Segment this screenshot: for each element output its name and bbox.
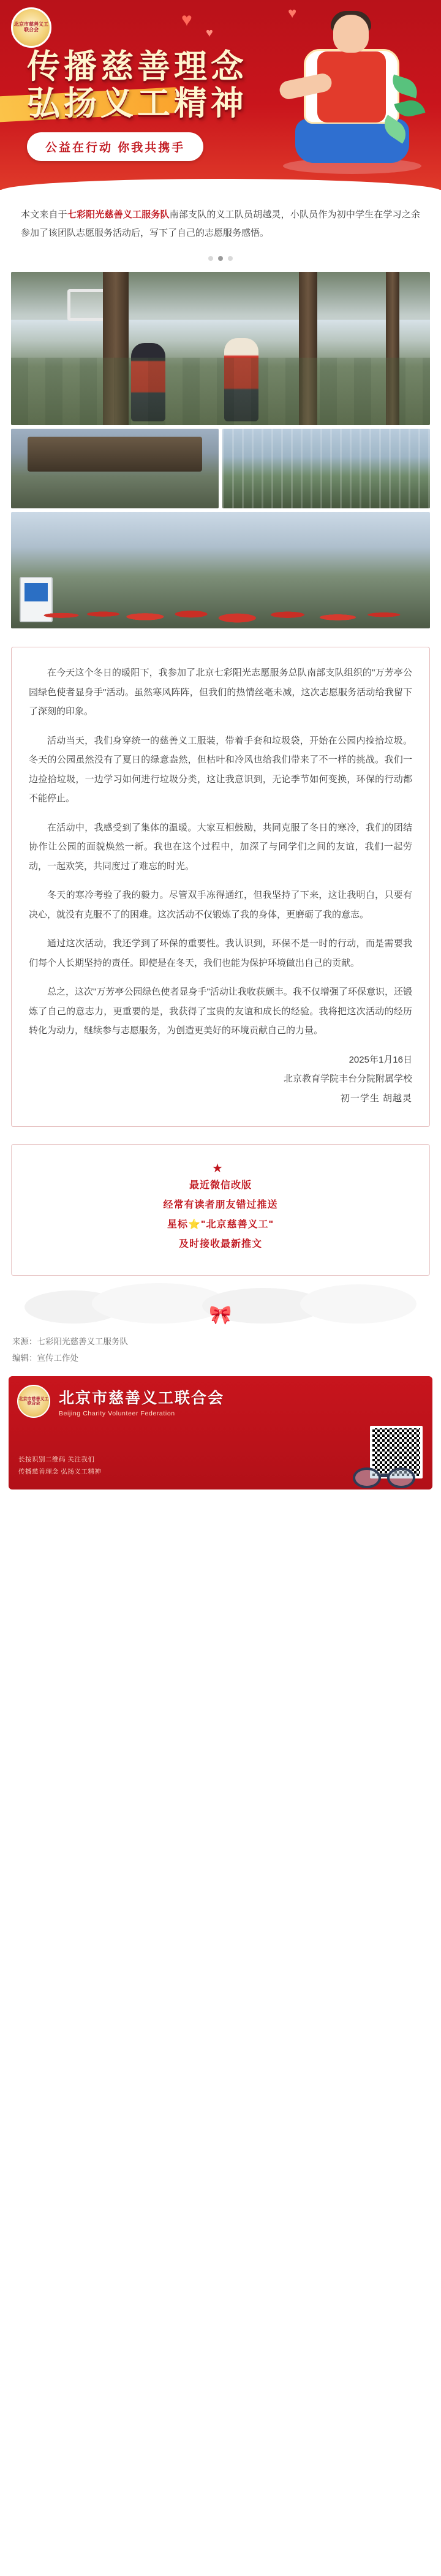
- promo-line: 及时接收最新推文: [178, 1239, 262, 1249]
- letter-school: 北京教育学院丰台分院附属学校: [283, 1074, 412, 1084]
- letter-paragraph: 活动当天，我们身穿统一的慈善义工服装，带着手套和垃圾袋，开始在公园内捡拾垃圾。冬天的公园虽然没有了夏日的绿意盎然，但枯叶和冷风也给我们带来了不一样的挑战。我们一边捡拾垃圾，一边学习如何进行垃圾分类，这让我意识到，无论季节如何变换，环保的行动都不能停止。: [29, 735, 412, 804]
- banner-wave-divider: [0, 179, 441, 190]
- intro-suffix: 南部支队的义工队员胡越灵，小队员作为初中学生在学习之余参加了该团队志愿服务活动后，写下了自己的志愿服务感悟。: [21, 209, 420, 238]
- letter-author: 初一学生 胡越灵: [340, 1093, 412, 1104]
- letter-paragraph: 在今天这个冬日的暖阳下，我参加了北京七彩阳光志愿服务总队南部支队组织的"万芳亭公园绿色使者显身手"活动。虽然寒风阵阵，但我们的热情丝毫未减，这次志愿服务活动给我留下了深刻的印象。: [29, 668, 412, 717]
- promo-line: 经常有读者朋友错过推送: [163, 1200, 278, 1210]
- banner-title-line1: 传播慈善理念: [27, 47, 247, 86]
- letter-paragraph: 冬天的寒冷考验了我的毅力。尽管双手冻得通红，但我坚持了下来，这让我明白，只要有决心，就没有克服不了的困难。这次活动不仅锻炼了我的身体，更磨砺了我的意志。: [29, 890, 412, 920]
- footer-line: 长按识别二维码 关注我们: [18, 1456, 95, 1464]
- source-info: [0, 1327, 441, 1376]
- banner-title-line2: 弘扬义工精神: [27, 83, 247, 123]
- photo-row: [11, 429, 430, 508]
- source-line: 来源：七彩阳光慈善义工服务队: [12, 1337, 128, 1346]
- photo-group-red-vests: [11, 512, 430, 628]
- park-sign: [20, 577, 53, 622]
- bow-icon: 🎀: [209, 1305, 232, 1325]
- letter-paragraph: 在活动中，我感受到了集体的温暖。大家互相鼓励，共同克服了冬日的寒冷，我们的团结协作让公园的面貌焕然一新。我也在这个过程中，加深了与同学们之间的友谊，我们一起劳动，一起欢笑，共同度过了难忘的时光。: [29, 822, 412, 872]
- organization-logo: 北京市慈善义工联合会: [11, 7, 51, 48]
- letter-paragraph: 总之，这次"万芳亭公园绿色使者显身手"活动让我收获颇丰。我不仅增强了环保意识，还锻炼了自己的意志力，更重要的是，我获得了宝贵的友谊和成长的经验。我将把这次活动的经历转化为动力，继续参与志愿服务，为创造更美好的环境贡献自己的力量。: [29, 987, 412, 1036]
- carousel-dot-active[interactable]: [218, 256, 223, 261]
- carousel-dot[interactable]: [208, 256, 213, 261]
- photo-pavilion-group: [11, 429, 219, 508]
- article-banner: [0, 0, 441, 190]
- footer-title: 北京市慈善义工联合会: [59, 1390, 225, 1407]
- photo-hero-park-volunteers: [11, 272, 430, 425]
- promo-line: 最近微信改版: [189, 1180, 252, 1191]
- heart-icon: ♥: [206, 26, 213, 40]
- carousel-dot[interactable]: [228, 256, 233, 261]
- glasses-icon: [353, 1464, 426, 1492]
- intro-prefix: 本文来自于: [21, 209, 67, 220]
- letter-date: 2025年1月16日: [349, 1054, 412, 1065]
- photo-gallery: [0, 272, 441, 628]
- carousel-dots[interactable]: [0, 246, 441, 272]
- star-icon: ★: [212, 1162, 229, 1175]
- letter-signature: [29, 1050, 412, 1109]
- letter-section: [0, 632, 441, 1133]
- cloud-divider: [0, 1278, 441, 1327]
- heart-icon: ♥: [181, 10, 192, 30]
- footer-line: 传播慈善理念 弘扬义工精神: [18, 1468, 102, 1476]
- footer-section: [0, 1376, 441, 1489]
- footer-logo: 北京市慈善义工联合会: [17, 1385, 50, 1418]
- banner-title: [27, 48, 284, 122]
- promo-line-star: 星标⭐"北京慈善义工": [167, 1219, 274, 1230]
- intro-highlight: 七彩阳光慈善义工服务队: [67, 209, 170, 220]
- promo-section: [0, 1133, 441, 1276]
- footer-card: [9, 1376, 432, 1489]
- promo-card: [11, 1144, 430, 1276]
- heart-icon: ♥: [288, 5, 297, 21]
- volunteer-illustration: [277, 13, 424, 174]
- banner-subtitle: 公益在行动 你我共携手: [27, 132, 203, 161]
- intro-paragraph: [0, 190, 441, 246]
- photo-fence-volunteer: [222, 429, 430, 508]
- letter-paragraph: 通过这次活动，我还学到了环保的重要性。我认识到，环保不是一时的行动，而是需要我们每个人长期坚持的责任。即使是在冬天，我们也能为保护环境做出自己的贡献。: [29, 938, 412, 968]
- letter-card: [11, 647, 430, 1127]
- footer-subtitle: Beijing Charity Volunteer Federation: [59, 1410, 175, 1417]
- editor-line: 编辑：宣传工作处: [12, 1354, 78, 1363]
